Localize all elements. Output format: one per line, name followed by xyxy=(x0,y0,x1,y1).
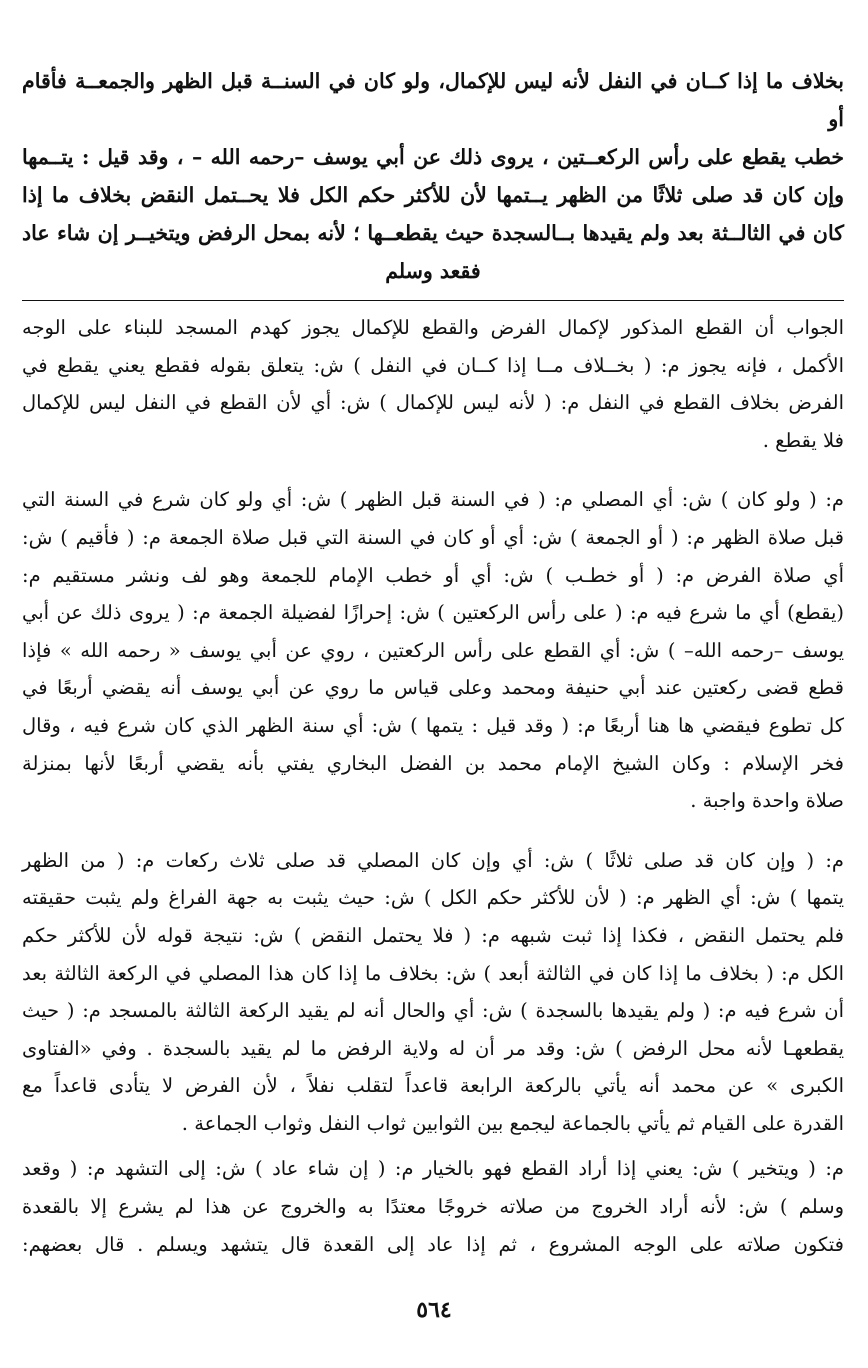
commentary-line: وسلم ) ش: لأنه أراد الخروج من صلاته خروجًا معتدًا به والخروج عن هذا لم يشرع إلا بالقعدة xyxy=(22,1195,844,1219)
main-text-line: فقعد وسلم xyxy=(385,259,481,283)
commentary-block xyxy=(22,309,844,1263)
commentary-line: م: ( ويتخير ) ش: يعني إذا أراد القطع فهو بالخيار م: ( إن شاء عاد ) ش: إلى التشهد م: ( وقعد xyxy=(22,1157,844,1181)
main-text-line: وإن كان قد صلى ثلاثًا من الظهر يــتمها لأن للأكثر حكم الكل فلا يحــتمل النقض بخلاف ما إذا xyxy=(22,183,844,207)
commentary-line: الكل م: ( بخلاف ما إذا كان في الثالثة أبعد ) ش: بخلاف ما إذا كان هذا المصلي في الركعة الثالثة بعد xyxy=(22,961,844,985)
commentary-line: كل تطوع فيقضي ها هنا أربعًا م: ( وقد قيل : يتمها ) ش: أي سنة الظهر الذي كان شرع فيه ، وقال xyxy=(22,713,844,737)
commentary-line: فلا يقطع . xyxy=(762,428,844,452)
page-body xyxy=(22,62,844,1263)
commentary-line: الفرض بخلاف القطع في النفل م: ( لأنه ليس للإكمال ) ش: أي لأن القطع في النفل ليس للإكمال xyxy=(22,391,844,415)
commentary-line: صلاة واحدة واجبة . xyxy=(690,789,844,813)
separator-rule xyxy=(22,300,844,301)
commentary-paragraph xyxy=(22,481,844,819)
commentary-line: أي صلاة الفرض م: ( أو خطـب ) ش: أي أو خطب الإمام للجمعة وهو لف ونشر مستقيم م: xyxy=(22,563,844,587)
commentary-line: (يقطع) أي ما شرع فيه م: ( على رأس الركعتين ) ش: إحرازًا لفضيلة الجمعة م: ( يروى ذلك عن أبي xyxy=(22,601,844,625)
page-number: ٥٦٤ xyxy=(416,1297,452,1323)
commentary-line: فلم يحتمل النقض ، فكذا إذا ثبت شبهه م: ( فلا يحتمل النقض ) ش: نتيجة قوله لأن للأكثر حكم xyxy=(22,923,844,947)
main-text-line: كان في الثالــثة بعد ولم يقيدها بــالسجدة حيث يقطعــها ؛ لأنه بمحل الرفض ويتخيــر إن شاء عاد xyxy=(22,221,844,245)
commentary-paragraph xyxy=(22,1150,844,1263)
commentary-line: القدرة على القيام ثم يأتي بالجماعة ليجمع بين الثوابين ثواب النفل وثواب الجماعة . xyxy=(181,1111,844,1135)
commentary-line: فخر الإسلام : وكان الشيخ الإمام محمد بن الفضل البخاري يفتي بأنه يقضي أربعًا لأنها بمنزلة xyxy=(22,751,844,775)
commentary-line: الأكمل ، فإنه يجوز م: ( بخــلاف مــا إذا كــان في النفل ) ش: يتعلق بقوله فقطع يعني يقطع في xyxy=(22,353,844,377)
commentary-line: م: ( وإن كان قد صلى ثلاثًا ) ش: أي وإن كان المصلي قد صلى ثلاث ركعات م: ( من الظهر xyxy=(22,848,844,872)
commentary-line: فتكون صلاته على الوجه المشروع ، ثم إذا عاد إلى القعدة قال يتشهد ويسلم . قال بعضهم: xyxy=(22,1232,844,1256)
commentary-line: يوسف –رحمه الله– ) ش: أي القطع على رأس الركعتين ، روي عن أبي يوسف « رحمه الله » فإذا xyxy=(22,638,844,662)
main-text-line: بخلاف ما إذا كــان في النفل لأنه ليس للإكمال، ولو كان في السنــة قبل الظهر والجمعــة فأقام أو xyxy=(22,69,844,131)
main-text-line: خطب يقطع على رأس الركعــتين ، يروى ذلك عن أبي يوسف –رحمه الله – ، وقد قيل : يتــمها xyxy=(22,145,844,169)
main-text-block xyxy=(22,62,844,290)
commentary-line: الكبرى » عن محمد أنه يأتي بالركعة الرابعة قاعداً لتقلب نفلاً ، لأن الفرض لا يتأدى قاعداً مع xyxy=(22,1074,844,1098)
commentary-line: يقطعهـا لأنه محل الرفض ) ش: وقد مر أن له ولاية الرفض ما لم يقيد بالسجدة . وفي «الفتاوى xyxy=(22,1036,844,1060)
commentary-line: قبل صلاة الظهر م: ( أو الجمعة ) ش: أي أو كان في السنة التي قبل صلاة الجمعة م: ( فأقيم ) ش: xyxy=(22,525,844,549)
commentary-line: الجواب أن القطع المذكور لإكمال الفرض والقطع للإكمال يجوز كهدم المسجد للبناء على الوجه xyxy=(22,316,844,339)
commentary-line: أن شرع فيه م: ( ولم يقيدها بالسجدة ) ش: أي والحال أنه لم يقيد الركعة الثالثة بالمسجد م: ( حيث xyxy=(22,999,844,1023)
commentary-line: م: ( ولو كان ) ش: أي المصلي م: ( في السنة قبل الظهر ) ش: أي ولو كان شرع في السنة التي xyxy=(22,488,844,512)
commentary-line: يتمها ) ش: أي الظهر م: ( لأن للأكثر حكم الكل ) ش: حيث يثبت به جهة الفراغ ولم يثبت حقيقته xyxy=(22,886,844,910)
commentary-line: قطع قضى ركعتين عند أبي حنيفة ومحمد وعلى قياس ما روي عن أبي يوسف أنه يقضي أربعًا في xyxy=(22,676,844,700)
commentary-paragraph xyxy=(22,842,844,1143)
commentary-paragraph xyxy=(22,309,844,459)
